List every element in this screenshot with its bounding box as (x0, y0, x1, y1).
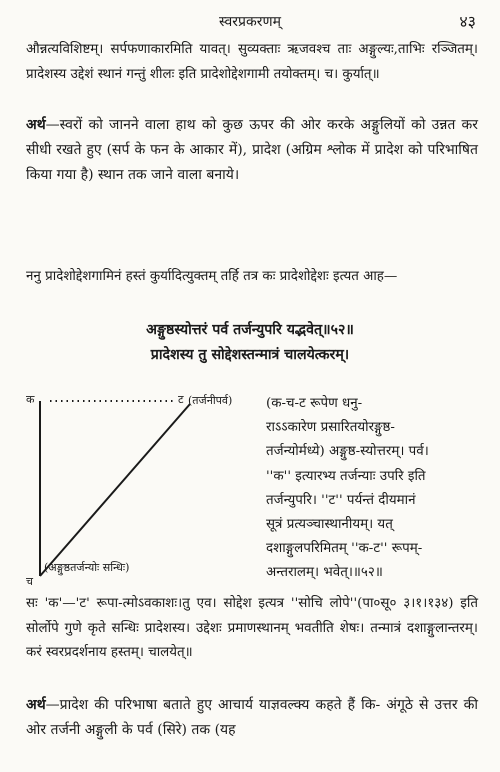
explanation-line: सूत्रं प्रत्यञ्चास्थानीयम्। यत् (266, 517, 393, 533)
hindi-translation-paragraph-1 (26, 113, 478, 188)
diagonal-line-ca-ta (40, 404, 190, 576)
pradesha-diagram (26, 392, 233, 590)
sanskrit-question-paragraph: ननु प्रादेशोद्देशगामिनं हस्तं कुर्यादित्युक्तम् तर्हि तत्र कः प्रादेशोद्देशः इत्यत आह— (26, 269, 398, 284)
figure-label-ta-note: (तर्जनीपर्व) (188, 394, 233, 407)
figure-label-ta: ट (178, 393, 184, 406)
explanation-line: तर्जन्युपरि। ''ट'' पर्यन्तं दीयमानं (266, 492, 416, 508)
figure-label-ka: क (26, 393, 35, 406)
diagram-explanation-text (266, 392, 478, 586)
explanation-line: तर्जन्योर्मध्ये) अङ्गुष्ठ-स्योत्तरम्। पर्व। (266, 444, 429, 460)
hindi-translation-paragraph-2 (26, 693, 478, 743)
page-number: ४३ (459, 12, 476, 31)
explanation-line: (क-च-ट रूपेण धनु- (266, 396, 363, 411)
verse-line-1: अङ्गुष्ठस्योत्तरं पर्व तर्जन्युपरि यद्भवेत्॥५२॥ (146, 322, 354, 338)
sanskrit-commentary-paragraph-1: औन्नत्यविशिष्टम्। सर्पफणाकारमिति यावत्। सुव्यक्ताः ऋजवश्च ताः अङ्गुल्यः,ताभिः रञ्जितम्। प्रादेशस्य उद्देशं स्थानं गन्तुं शीलः इति प्रादेशोद्देशगामी तयोक्तम्। च। कुर्यात्॥ (26, 42, 478, 82)
figure-label-ca-note: (अङ्गुष्ठतर्जन्योः सन्धिः) (44, 561, 130, 574)
artha-label: अर्थ (26, 697, 46, 713)
artha-label: अर्थ (26, 117, 46, 133)
running-title: स्वरप्रकरणम् (219, 14, 281, 30)
verse-line-2: प्रादेशस्य तु सोद्देशस्तन्मात्रं चालयेत्करम्। (150, 347, 350, 363)
explanation-line: राऽऽकारेण प्रसारितयोरङ्गुष्ठ- (266, 420, 395, 436)
explanation-line: ''क'' इत्यारभ्य तर्जन्याः उपरि इति (266, 468, 426, 484)
explanation-line: अन्तरालम्। भवेत्।॥५२॥ (266, 565, 383, 581)
sanskrit-commentary-paragraph-2: सः 'क'—'ट' रूपा-त्मोऽवकाशः।तु एव। सोद्देश इत्यत्र ''सोचि लोपे''(पा०सू० ३।१।१३४) इति सोर्लोपे गुणे कृते सन्धिः प्रादेशस्य। उद्देशः प्रमाणस्थानम् भवतीति शेषः। तन्मात्रं दशाङ्गुलान्तरम्। करं स्वरप्रदर्शनाय हस्तम्। चालयेत्॥ (26, 596, 478, 660)
artha-text: —स्वरों को जानने वाला हाथ को कुछ ऊपर की ओर करके अङ्गुलियों को उन्नत कर सीधी रखते हुए (सर्प के फन के आकार में), प्रादेश (अग्रिम श्लोक में प्रादेश को परिभाषित किया गया है) स्थान तक जाने वाला बनाये। (26, 117, 478, 183)
artha-text: —प्रादेश की परिभाषा बताते हुए आचार्य याज्ञवल्क्य कहते हैं कि- अंगूठे से उत्तर की ओर तर्जनी अङ्गुली के पर्व (सिरे) तक (यह (26, 697, 478, 738)
figure-label-ca: च (26, 575, 33, 588)
page-header (0, 10, 500, 36)
explanation-line: दशाङ्गुलपरिमितम् ''क-ट'' रूपम्- (266, 541, 423, 557)
